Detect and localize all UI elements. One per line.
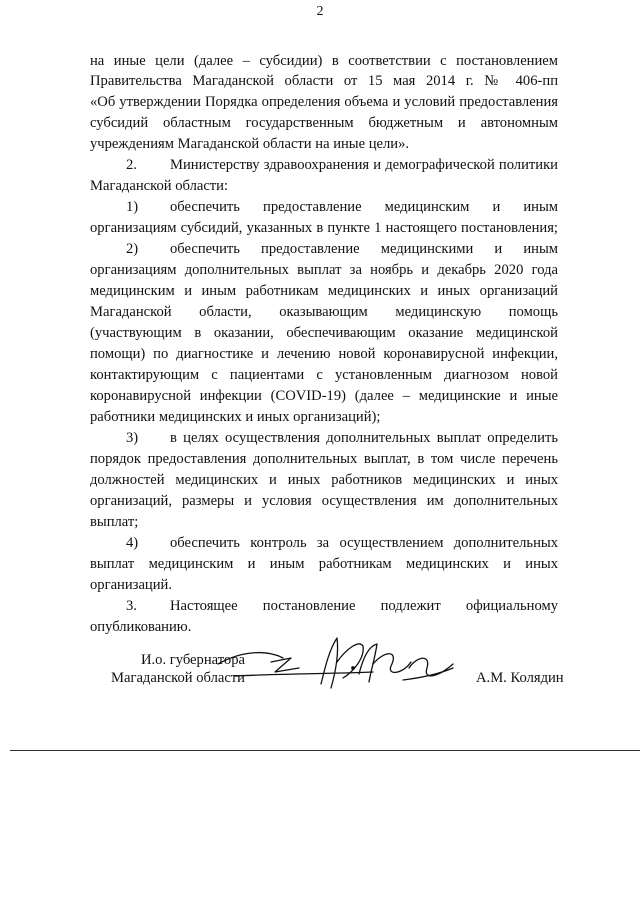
text-line: организациям дополнительных выплат за ноябрь и декабрь 2020 года [90, 262, 558, 278]
handwritten-signature [213, 628, 463, 698]
text-line: должностей медицинских и иных работников медицинских и иных [90, 472, 558, 488]
text-line: Магаданской области, оказывающим медицинскую помощь [90, 304, 558, 320]
text-line: Магаданской области: [90, 178, 229, 194]
text-line: помощи) по диагностике и лечению новой коронавирусной инфекции, [90, 346, 558, 362]
text-line: организаций, размеры и условия осуществления им дополнительных [90, 493, 558, 509]
text-line: медицинским и иным работникам медицинских и иных организаций [90, 283, 558, 299]
signatory-name: А.М. Колядин [476, 670, 564, 686]
text-line: порядок предоставления дополнительных выплат, в том числе перечень [90, 451, 558, 467]
text-line: учреждениям Магаданской области на иные цели». [90, 136, 410, 152]
text-line: опубликованию. [90, 619, 192, 635]
paragraph-number: 3. [126, 598, 137, 614]
text-line: Настоящее постановление подлежит официальному [170, 598, 558, 614]
text-line: субсидий областным государственным бюджетным и автономным [90, 115, 558, 131]
text-line: обеспечить предоставление медицинскими и иным [170, 241, 558, 257]
text-line: организаций. [90, 577, 172, 593]
text-line: выплат медицинским и иным работникам медицинских и иных [90, 556, 558, 572]
signatory-position-line2: Магаданской области [111, 670, 245, 686]
text-line: обеспечить предоставление медицинским и иным [170, 199, 558, 215]
page-number: 2 [316, 4, 324, 19]
subitem-number: 2) [126, 241, 139, 257]
text-line: коронавирусной инфекции (COVID-19) (далее – медицинские и иные [90, 388, 558, 404]
subitem-number: 4) [126, 535, 139, 551]
text-line: на иные цели (далее – субсидии) в соответствии с постановлением [90, 53, 558, 69]
text-line: Правительства Магаданской области от 15 мая 2014 г. № 406-пп [90, 73, 558, 89]
text-line: «Об утверждении Порядка определения объема и условий предоставления [90, 94, 558, 110]
text-line: выплат; [90, 514, 139, 530]
paragraph-number: 2. [126, 157, 137, 173]
text-line: работники медицинских и иных организаций); [90, 409, 381, 425]
subitem-number: 3) [126, 430, 139, 446]
horizontal-divider [10, 750, 640, 751]
text-line: в целях осуществления дополнительных выплат определить [170, 430, 558, 446]
text-line: обеспечить контроль за осуществлением дополнительных [170, 535, 558, 551]
text-line: Министерству здравоохранения и демографической политики [170, 157, 558, 173]
signatory-position-line1: И.о. губернатора [140, 652, 245, 668]
text-line: (участвующим в оказании, обеспечивающим оказание медицинской [90, 325, 558, 341]
text-line: организациям субсидий, указанных в пункте 1 настоящего постановления; [90, 220, 558, 236]
text-line: контактирующим с пациентами с установленным диагнозом новой [90, 367, 558, 383]
subitem-number: 1) [126, 199, 139, 215]
